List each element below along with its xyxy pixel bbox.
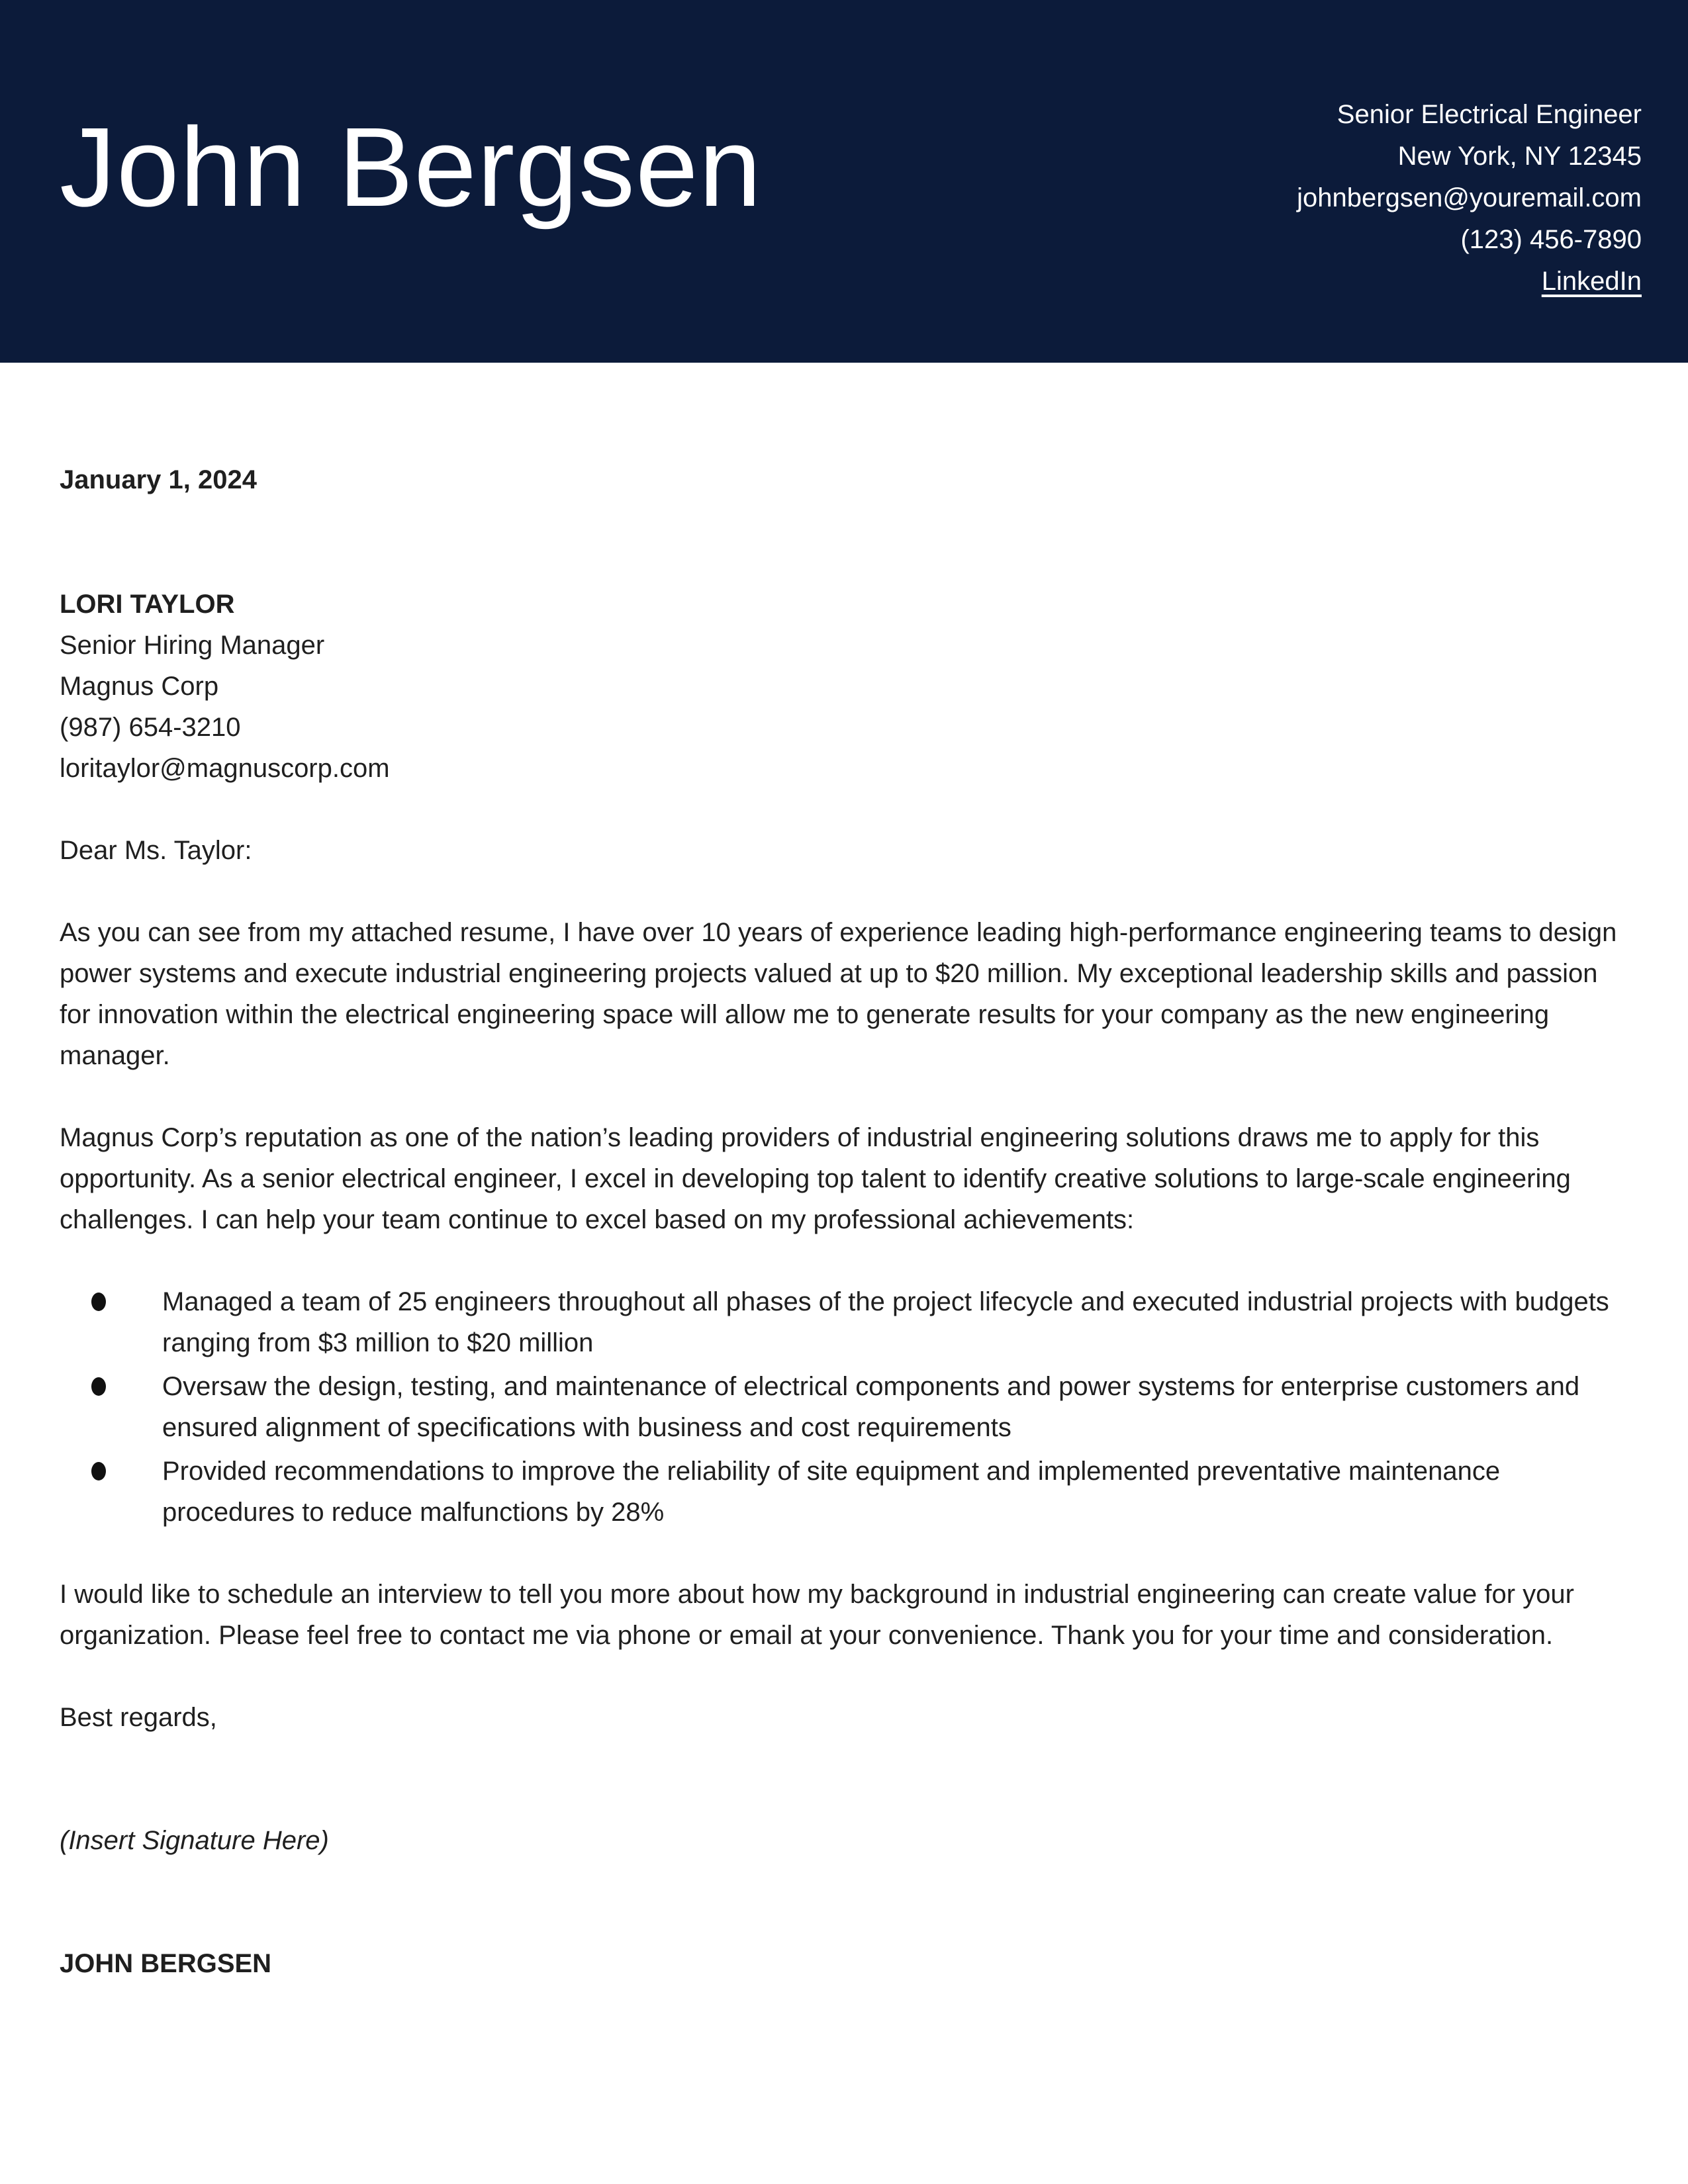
- letter-body: [0, 459, 1688, 1984]
- signature-name: JOHN BERGSEN: [60, 1949, 272, 1978]
- letter-date: January 1, 2024: [60, 465, 257, 494]
- signature-placeholder: (Insert Signature Here): [60, 1826, 329, 1855]
- achievement-item: [60, 1451, 1632, 1533]
- header-banner: [0, 0, 1688, 363]
- contact-info-block: [1297, 94, 1642, 302]
- body-paragraph-2: Magnus Corp’s reputation as one of the nation’s leading providers of industrial engineering solutions draws me to apply for this opportunity. As a senior electrical engineer, I excel in developing top talent to identify creative solutions to large-scale engineering challenges. I can help your team continue to excel based on my professional achievements:: [60, 1123, 1571, 1234]
- contact-location: New York, NY 12345: [1397, 142, 1642, 171]
- signoff: Best regards,: [60, 1703, 217, 1732]
- bullet-icon: [91, 1462, 106, 1480]
- recipient-phone: (987) 654-3210: [60, 713, 241, 742]
- achievement-item: [60, 1281, 1632, 1363]
- achievement-text: Oversaw the design, testing, and maintenance of electrical components and power systems for enterprise customers and ensured alignment of specifications with business and cost requirements: [162, 1372, 1580, 1442]
- recipient-company: Magnus Corp: [60, 672, 219, 701]
- achievement-item: [60, 1366, 1632, 1448]
- recipient-email: loritaylor@magnuscorp.com: [60, 754, 390, 783]
- recipient-block: [60, 584, 1632, 789]
- contact-job-title: Senior Electrical Engineer: [1336, 100, 1642, 129]
- achievements-list: [60, 1281, 1632, 1533]
- closing-paragraph: I would like to schedule an interview to tell you more about how my background in industrial engineering can create value for your organization. Please feel free to contact me via phone or email at your convenience. Thank you for your time and consideration.: [60, 1580, 1574, 1650]
- achievement-text: Provided recommendations to improve the reliability of site equipment and implemented preventative maintenance procedures to reduce malfunctions by 28%: [162, 1457, 1501, 1527]
- bullet-icon: [91, 1293, 106, 1311]
- salutation: Dear Ms. Taylor:: [60, 836, 252, 865]
- contact-email: johnbergsen@youremail.com: [1297, 183, 1642, 212]
- bullet-icon: [91, 1377, 106, 1396]
- contact-phone: (123) 456-7890: [1460, 225, 1642, 254]
- recipient-name: LORI TAYLOR: [60, 590, 235, 619]
- candidate-name: John Bergsen: [60, 105, 763, 230]
- linkedin-link[interactable]: LinkedIn: [1541, 267, 1642, 296]
- recipient-job-title: Senior Hiring Manager: [60, 631, 325, 660]
- body-paragraph-1: As you can see from my attached resume, I have over 10 years of experience leading high-performance engineering teams to design power systems and execute industrial engineering projects valued at up to $20 million. My exceptional leadership skills and passion for innovation within the electrical engineering space will allow me to generate results for your company as the new engineering manager.: [60, 918, 1617, 1070]
- achievement-text: Managed a team of 25 engineers throughout all phases of the project lifecycle and executed industrial projects with budgets ranging from $3 million to $20 million: [162, 1287, 1609, 1357]
